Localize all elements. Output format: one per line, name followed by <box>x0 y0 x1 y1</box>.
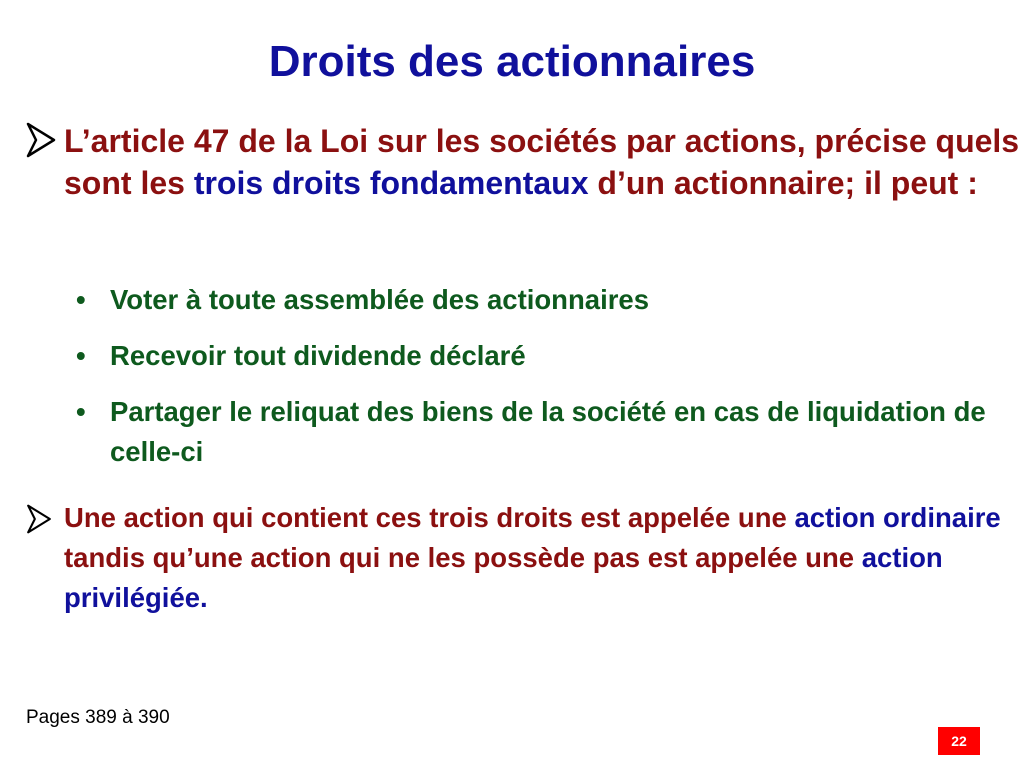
main-point-text-part2: d’un actionnaire; il peut : <box>588 165 978 201</box>
page-reference: Pages 389 à 390 <box>26 707 170 728</box>
list-item <box>76 280 996 320</box>
action-types-text <box>64 498 1004 618</box>
preferred-share-term: action privilégiée. <box>64 542 943 613</box>
arrow-bullet-icon <box>26 504 52 534</box>
list-item <box>76 392 996 472</box>
main-point-text-part1: L’article 47 de la Loi sur les sociétés par actions, précise quels sont les <box>64 123 1020 201</box>
main-point-text <box>64 120 1024 204</box>
list-item-text: Voter à toute assemblée des actionnaires <box>110 284 650 315</box>
action-types-part2: tandis qu’une action qui ne les possède pas est appelée une <box>64 542 862 573</box>
list-item-text: Recevoir tout dividende déclaré <box>110 340 526 371</box>
main-point-highlight: trois droits fondamentaux <box>193 165 589 201</box>
bullet-dot-icon: • <box>76 340 86 371</box>
list-item <box>76 336 996 376</box>
arrow-bullet-icon <box>26 122 56 158</box>
bullet-dot-icon: • <box>76 284 86 315</box>
slide-number-badge: 22 <box>938 727 980 755</box>
rights-list <box>76 280 996 488</box>
list-item-text: Partager le reliquat des biens de la société en cas de liquidation de celle-ci <box>110 396 986 467</box>
ordinary-share-term: action ordinaire <box>794 502 1001 533</box>
bullet-dot-icon: • <box>76 396 86 427</box>
action-types-part1: Une action qui contient ces trois droits est appelée une <box>64 502 795 533</box>
slide-title: Droits des actionnaires <box>268 37 756 86</box>
